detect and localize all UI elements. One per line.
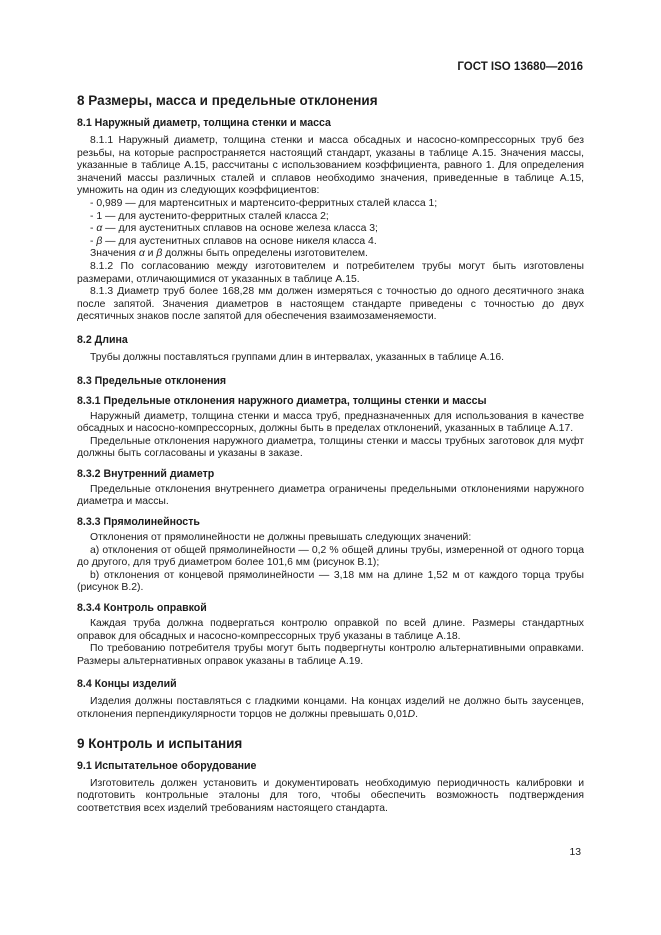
section-8-1-title: 8.1 Наружный диаметр, толщина стенки и масса <box>77 117 331 129</box>
paragraph-8-3-1-a: Наружный диаметр, толщина стенки и масса труб, предназначенных для использования в качестве обсадных и насосно-компрессорных, должны быть в пределах отклонений, указанных в таблице А.17. <box>77 410 584 435</box>
section-8-3-1-title: 8.3.1 Предельные отклонения наружного диаметра, толщины стенки и массы <box>77 394 487 407</box>
document-body <box>77 93 584 815</box>
paragraph-8-3-3-intro: Отклонения от прямолинейности не должны превышать следующих значений: <box>90 532 472 544</box>
section-8-4-title: 8.4 Концы изделий <box>77 678 177 691</box>
paragraph-8-3-4-b: По требованию потребителя трубы могут быть подвергнуты контролю альтернативными оправками. Размеры альтернативных оправок указаны в таблице А.19. <box>77 643 584 667</box>
coefficient-item-3: - α — для аустенитных сплавов на основе железа класса 3; <box>90 223 378 235</box>
paragraph-8-2: Трубы должны поставляться группами длин в интервалах, указанных в таблице А.16. <box>90 351 504 363</box>
section-8-3-title: 8.3 Предельные отклонения <box>77 374 227 387</box>
paragraph-8-4: Изделия должны поставляться с гладкими концами. На концах изделий не должно быть заусенцев, отклонения перпендикулярности торцов не должны превышать 0,01D. <box>77 696 584 720</box>
page-number: 13 <box>569 847 581 858</box>
paragraph-8-1-2: 8.1.2 По согласованию между изготовителем и потребителем трубы могут быть изготовлены размерами, отличающимися от указанных в таблице А.15. <box>77 260 584 285</box>
coefficient-note: Значения α и β должны быть определены изготовителем. <box>90 248 368 260</box>
paragraph-8-1-1: 8.1.1 Наружный диаметр, толщина стенки и масса обсадных и насосно-компрессорных труб без резьбы, на которые распространяется настоящий стандарт, указаны в таблице А.15. Значения массы, указанные в таблице А.15, рассчитаны с использованием коэффициента, равного 1. Для определения значений массы различных сталей и сплавов необходимо значения, приведенные в таблице А.15, умножить на один из следующих коэффициентов: <box>77 135 584 197</box>
section-9-title: 9 Контроль и испытания <box>77 735 243 751</box>
coefficient-item-2: - 1 — для аустенито-ферритных сталей класса 2; <box>90 210 329 222</box>
section-8-3-2-title: 8.3.2 Внутренний диаметр <box>77 467 215 480</box>
paragraph-8-3-3-a: a) отклонения от общей прямолинейности — 0,2 % общей длины трубы, измеренной от одного торца до другого, для труб диаметром более 101,6 мм (рисунок В.1); <box>77 544 584 569</box>
paragraph-8-1-3: 8.1.3 Диаметр труб более 168,28 мм должен измеряться с точностью до одного десятичного знака после запятой. Значения диаметров в настоящем стандарте приведены с точностью до двух десятичных знаков после запятой для обеспечения взаимозаменяемости. <box>77 286 584 323</box>
section-8-2-title: 8.2 Длина <box>77 333 128 346</box>
paragraph-8-3-4-a: Каждая труба должна подвергаться контролю оправкой по всей длине. Размеры стандартных оправок для обсадных и насосно-компрессорных труб указаны в таблице А.18. <box>77 618 584 642</box>
coefficient-item-1: - 0,989 — для мартенситных и мартенсито-ферритных сталей класса 1; <box>90 197 438 209</box>
section-9-1-title: 9.1 Испытательное оборудование <box>77 759 257 772</box>
paragraph-9-1: Изготовитель должен установить и документировать необходимую периодичность калибровки и подготовить контрольные эталоны для того, чтобы обеспечить возможность подтверждения соответствия всех изделий требованиям настоящего стандарта. <box>77 777 584 814</box>
section-8-title: 8 Размеры, масса и предельные отклонения <box>77 93 378 108</box>
paragraph-8-3-3-b: b) отклонения от концевой прямолинейности — 3,18 мм на длине 1,52 м от каждого торца трубы (рисунок В.2). <box>77 569 584 594</box>
paragraph-8-3-2: Предельные отклонения внутреннего диаметра ограничены предельными отклонениями наружного диаметра и массы. <box>77 483 584 508</box>
coefficient-item-4: - β — для аустенитных сплавов на основе никеля класса 4. <box>90 235 377 247</box>
section-8-3-3-title: 8.3.3 Прямолинейность <box>77 516 200 529</box>
document-header: ГОСТ ISO 13680—2016 <box>457 61 583 73</box>
section-8-3-4-title: 8.3.4 Контроль оправкой <box>77 602 207 615</box>
paragraph-8-3-1-b: Предельные отклонения наружного диаметра, толщины стенки и массы трубных заготовок для муфт должны быть согласованы и указаны в заказе. <box>77 435 584 460</box>
